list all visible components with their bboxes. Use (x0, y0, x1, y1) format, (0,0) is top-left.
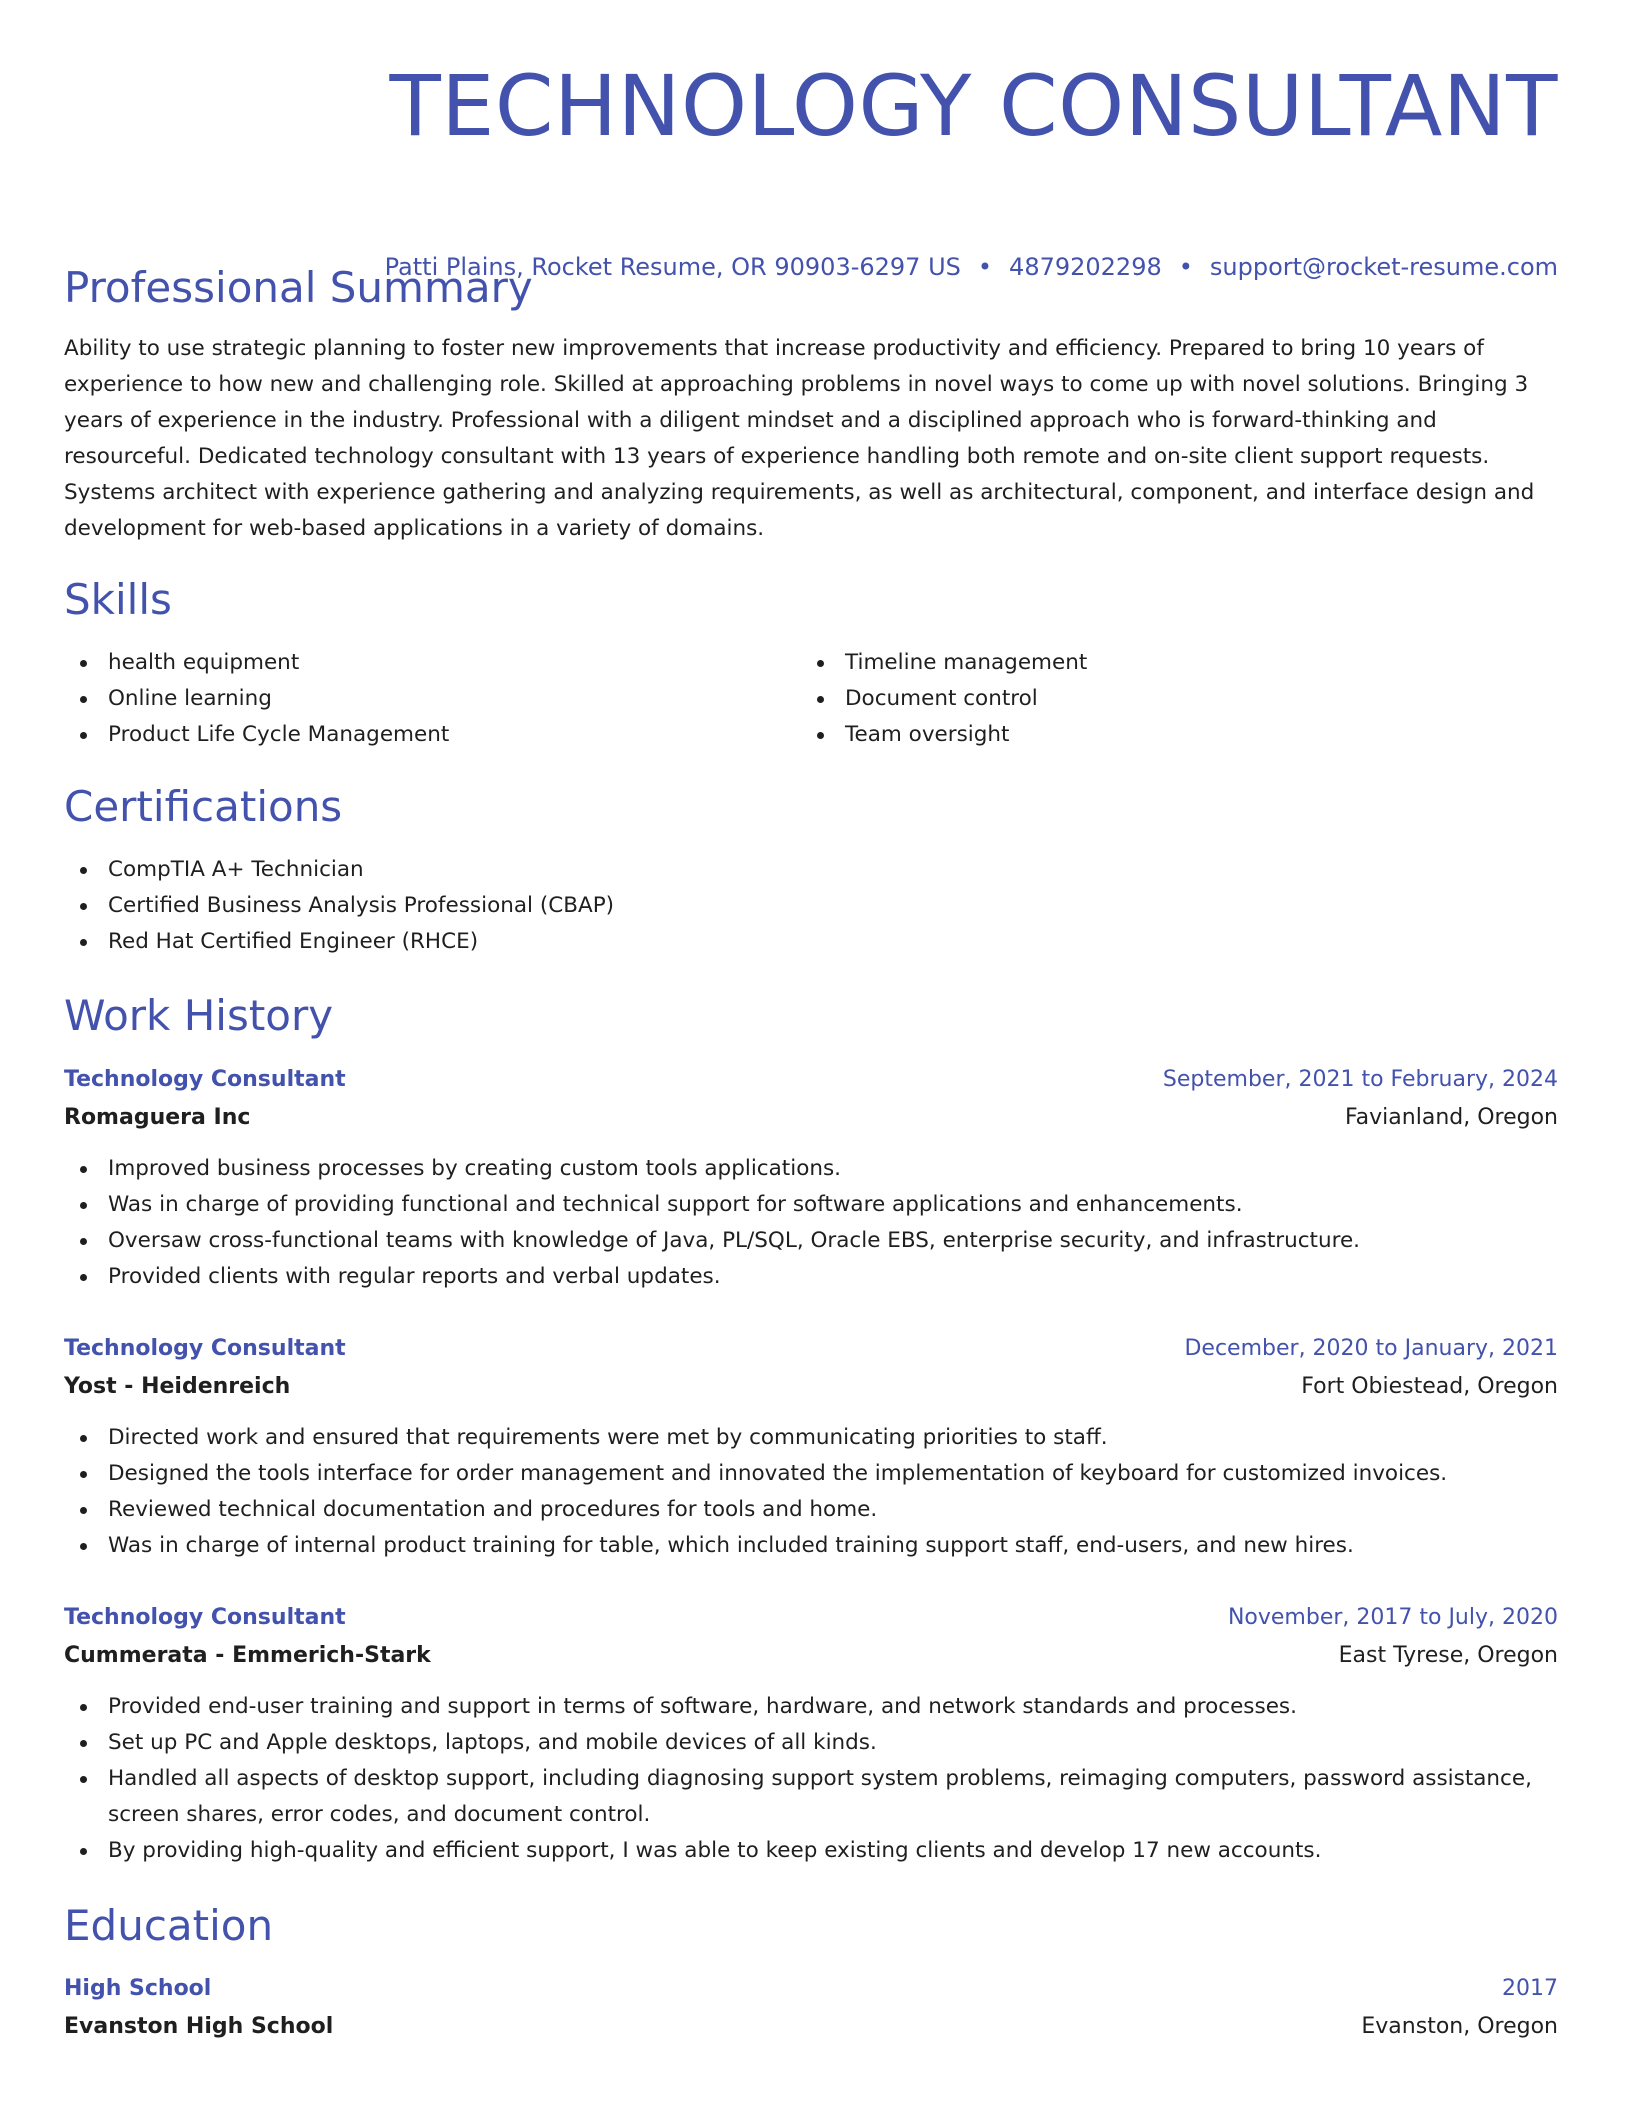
contact-email[interactable]: support@rocket-resume.com (1209, 253, 1558, 281)
job-bullet: Was in charge of internal product training for table, which included training support staff, end-users, and new hires. (64, 1528, 1558, 1564)
job-location: Fort Obiestead, Oregon (1301, 1374, 1558, 1399)
skill-item: health equipment (64, 645, 801, 681)
skills-column-left (64, 645, 801, 753)
job-entry (64, 1330, 1558, 1564)
candidate-name: TECHNOLOGY CONSULTANT (389, 57, 1558, 155)
job-header (64, 1330, 1558, 1368)
certifications-list (64, 852, 1558, 960)
certification-item: Certified Business Analysis Professional (CBAP) (64, 888, 1558, 924)
contact-address: Patti Plains, Rocket Resume, OR 90903-6297 US (384, 253, 961, 281)
job-company: Yost - Heidenreich (64, 1374, 291, 1399)
certifications-heading: Certifications (64, 782, 343, 831)
job-bullet: Designed the tools interface for order management and innovated the implementation of keyboard for customized invoices. (64, 1456, 1558, 1492)
job-bullet: By providing high-quality and efficient support, I was able to keep existing clients and develop 17 new accounts. (64, 1833, 1558, 1869)
job-dates: September, 2021 to February, 2024 (1162, 1067, 1558, 1092)
job-title: Technology Consultant (64, 1067, 346, 1092)
education-heading: Education (64, 1901, 274, 1950)
job-bullet: Reviewed technical documentation and procedures for tools and home. (64, 1492, 1558, 1528)
skill-item: Document control (801, 681, 1538, 717)
job-bullet: Directed work and ensured that requirements were met by communicating priorities to staff. (64, 1420, 1558, 1456)
skills-heading: Skills (64, 575, 172, 624)
certification-item: Red Hat Certified Engineer (RHCE) (64, 924, 1558, 960)
contact-separator: • (977, 253, 993, 281)
job-subheader (64, 1099, 1558, 1137)
certification-item: CompTIA A+ Technician (64, 852, 1558, 888)
skill-item: Online learning (64, 681, 801, 717)
job-title: Technology Consultant (64, 1336, 346, 1361)
job-bullet: Provided end-user training and support in terms of software, hardware, and network standards and processes. (64, 1689, 1558, 1725)
job-entry (64, 1599, 1558, 1869)
job-entry (64, 1061, 1558, 1295)
education-location: Evanston, Oregon (1361, 2014, 1558, 2039)
job-subheader (64, 1368, 1558, 1406)
education-school: Evanston High School (64, 2014, 334, 2039)
job-bullet: Improved business processes by creating custom tools applications. (64, 1151, 1558, 1187)
job-bullets (64, 1689, 1558, 1869)
job-subheader (64, 1637, 1558, 1675)
education-year: 2017 (1502, 1976, 1558, 2001)
job-location: East Tyrese, Oregon (1338, 1643, 1558, 1668)
job-location: Favianland, Oregon (1345, 1105, 1558, 1130)
education-entry (64, 1970, 1558, 2046)
skill-item: Product Life Cycle Management (64, 717, 801, 753)
summary-heading: Professional Summary (64, 263, 533, 312)
job-header (64, 1599, 1558, 1637)
job-title: Technology Consultant (64, 1605, 346, 1630)
job-bullet: Oversaw cross-functional teams with knowledge of Java, PL/SQL, Oracle EBS, enterprise security, and infrastructure. (64, 1223, 1558, 1259)
education-subheader (64, 2008, 1558, 2046)
summary-text: Ability to use strategic planning to foster new improvements that increase productivity and efficiency. Prepared to bring 10 years of experience to how new and challenging role. Skilled at approaching problems in novel ways to come up with novel solutions. Bringing 3 years of experience in the industry. Professional with a diligent mindset and a disciplined approach who is forward-thinking and resourceful. Dedicated technology consultant with 13 years of experience handling both remote and on-site client support requests. Systems architect with experience gathering and analyzing requirements, as well as architectural, component, and interface design and development for web-based applications in a variety of domains. (64, 336, 1535, 541)
job-bullets (64, 1151, 1558, 1295)
job-company: Romaguera Inc (64, 1105, 251, 1130)
job-bullet: Was in charge of providing functional and technical support for software applications and enhancements. (64, 1187, 1558, 1223)
job-dates: December, 2020 to January, 2021 (1184, 1336, 1558, 1361)
skill-item: Timeline management (801, 645, 1538, 681)
education-header (64, 1970, 1558, 2008)
job-header (64, 1061, 1558, 1099)
contact-separator: • (1178, 253, 1193, 281)
job-bullet: Provided clients with regular reports and verbal updates. (64, 1259, 1558, 1295)
job-bullets (64, 1420, 1558, 1564)
job-dates: November, 2017 to July, 2020 (1227, 1605, 1558, 1630)
skill-item: Team oversight (801, 717, 1538, 753)
work-history-heading: Work History (64, 991, 334, 1040)
job-company: Cummerata - Emmerich-Stark (64, 1643, 431, 1668)
contact-phone[interactable]: 4879202298 (1009, 253, 1162, 281)
education-degree: High School (64, 1976, 212, 2001)
job-bullet: Set up PC and Apple desktops, laptops, and mobile devices of all kinds. (64, 1725, 1558, 1761)
job-bullet: Handled all aspects of desktop support, including diagnosing support system problems, reimaging computers, password assistance, screen shares, error codes, and document control. (64, 1761, 1558, 1833)
skills-column-right (801, 645, 1538, 753)
skills-list (64, 645, 1558, 753)
